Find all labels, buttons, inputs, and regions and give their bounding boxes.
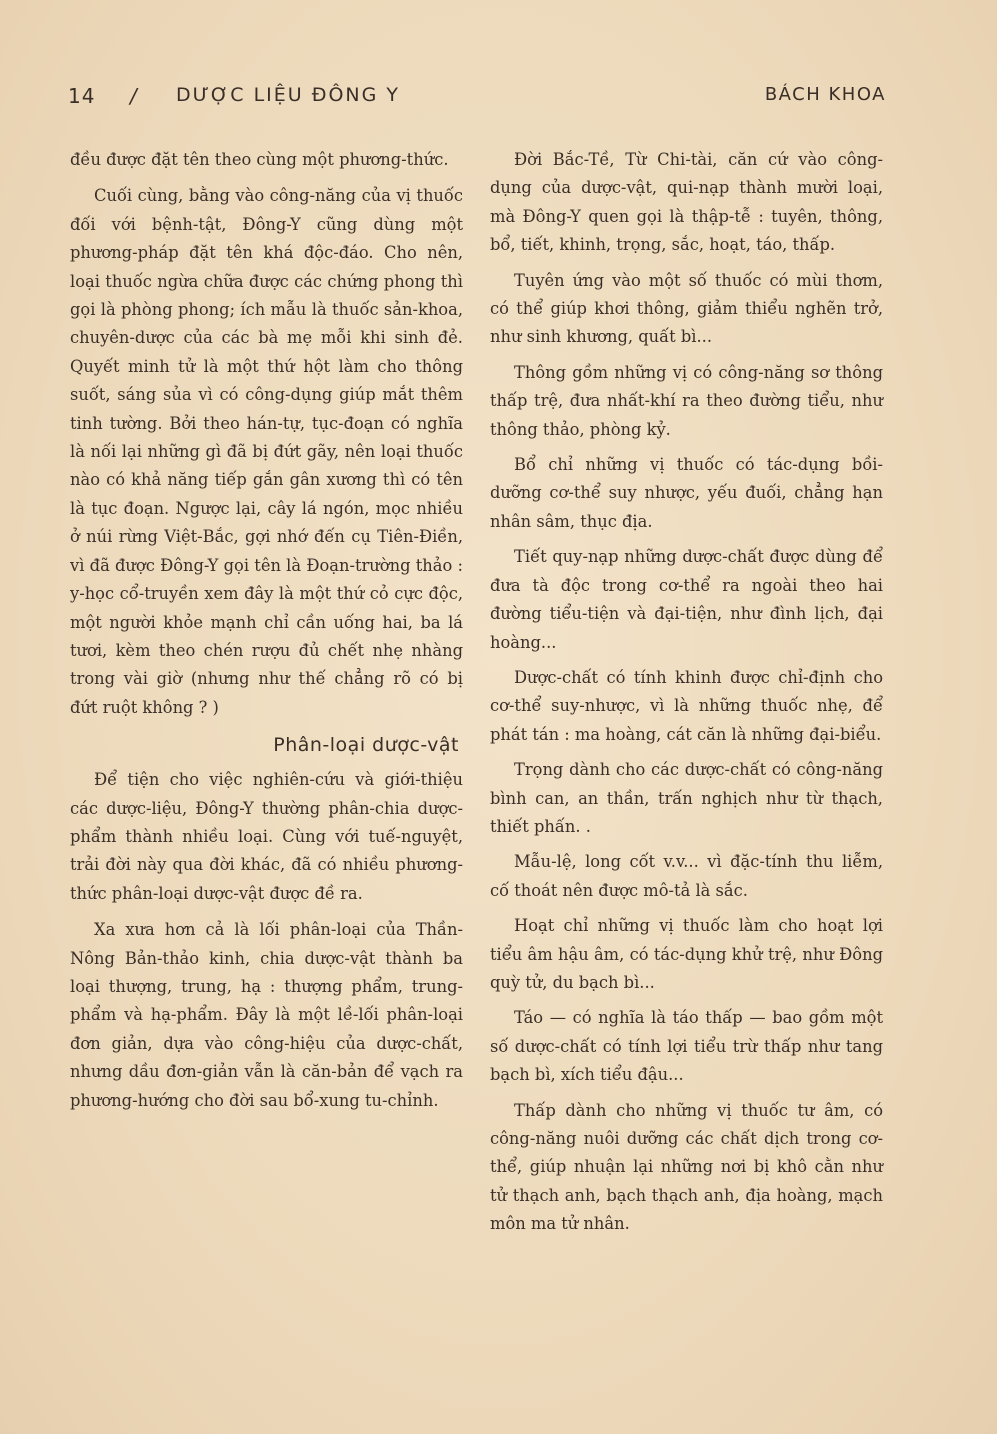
paragraph: Hoạt chỉ những vị thuốc làm cho hoạt lợi tiểu âm hậu âm, có tác-dụng khử trệ, như Đông quỳ tử, du bạch bì...: [490, 916, 883, 992]
paragraph: Xa xưa hơn cả là lối phân-loại của Thần-Nông Bản-thảo kinh, chia dược-vật thành ba loại thượng, trung, hạ : thượng phẩm, trung-phẩm và hạ-phẩm. Đây là một lề-lối phân-loại đơn giản, dựa vào công-hiệu của dược-chất, nhưng dầu đơn-giản vẫn là căn-bản để vạch ra phương-hướng cho đời sau bổ-xung tu-chỉnh.: [70, 920, 463, 1110]
paragraph: Cuối cùng, bằng vào công-năng của vị thuốc đối với bệnh-tật, Đông-Y cũng dùng một phương-pháp đặt tên khá độc-đáo. Cho nên, loại thuốc ngừa chữa được các chứng phong thì gọi là phòng phong; ích mẫu là thuốc sản-khoa, chuyên-dược của các bà mẹ mỗi khi sinh đẻ. Quyết minh tử là một thứ hột làm cho thông suốt, sáng sủa vì có công-dụng giúp mắt thêm tinh tường. Bởi theo hán-tự, tục-đoạn có nghĩa là nối lại những gì đã bị đứt gãy, nên loại thuốc nào có khả năng tiếp gắn gân xương thì có tên là tục đoạn. Ngược lại, cây lá ngón, mọc nhiều ở núi rừng Việt-Bắc, gợi nhớ đến cụ Tiên-Điền, vì đã được Đông-Y gọi tên là Đoạn-trường thảo : y-học cổ-truyền xem đây là một thứ cỏ cực độc, một người khỏe mạnh chỉ cần uống hai, ba lá tươi, kèm theo chén rượu đủ chết nhẹ nhàng trong vài giờ (nhưng như thế chẳng rõ có bị đứt ruột không ? ): [70, 186, 463, 717]
right-column: [490, 146, 883, 1239]
paragraph: Táo — có nghĩa là táo thấp — bao gồm một số dược-chất có tính lợi tiểu trừ thấp như tang bạch bì, xích tiểu đậu...: [490, 1008, 883, 1085]
journal-name: BÁCH KHOA: [764, 84, 886, 105]
paragraph: Trọng dành cho các dược-chất có công-năng bình can, an thần, trấn nghịch như từ thạch, thiết phấn. .: [490, 760, 883, 836]
header-separator: /: [130, 84, 137, 108]
paragraph: Dược-chất có tính khinh được chỉ-định cho cơ-thể suy-nhược, vì là những thuốc nhẹ, để phát tán : ma hoàng, cát căn là những đại-biểu.: [490, 667, 883, 744]
left-column: [70, 146, 463, 1115]
paragraph: Mẫu-lệ, long cốt v.v... vì đặc-tính thu liễm, cố thoát nên được mô-tả là sắc.: [490, 852, 883, 900]
paragraph: Đời Bắc-Tề, Từ Chi-tài, căn cứ vào công-dụng của dược-vật, qui-nạp thành mười loại, mà Đông-Y quen gọi là thập-tễ : tuyên, thông, bổ, tiết, khinh, trọng, sắc, hoạt, táo, thấp.: [490, 150, 883, 255]
paragraph: Thông gồm những vị có công-năng sơ thông thấp trệ, đưa nhất-khí ra theo đường tiểu, như thông thảo, phòng kỷ.: [490, 362, 883, 439]
paragraph: Bổ chỉ những vị thuốc có tác-dụng bồi-dưỡng cơ-thể suy nhược, yếu đuối, chẳng hạn nhân sâm, thục địa.: [490, 455, 883, 531]
paragraph: Thấp dành cho những vị thuốc tư âm, có công-năng nuôi dưỡng các chất dịch trong cơ-thể, giúp nhuận lại những nơi bị khô cằn như tử thạch anh, bạch thạch anh, địa hoàng, mạch môn ma tử nhân.: [490, 1100, 883, 1234]
paragraph: Tiết quy-nạp những dược-chất được dùng để đưa tà độc trong cơ-thể ra ngoài theo hai đường tiểu-tiện và đại-tiện, như đình lịch, đại hoàng...: [490, 547, 883, 652]
paragraph: đều được đặt tên theo cùng một phương-thức.: [70, 150, 449, 169]
paragraph: Để tiện cho việc nghiên-cứu và giới-thiệu các dược-liệu, Đông-Y thường phân-chia dược-phẩm thành nhiều loại. Cùng với tuế-nguyệt, trải đời này qua đời khác, đã có nhiều phương-thức phân-loại dược-vật được đề ra.: [70, 770, 463, 903]
page-number: 14: [68, 84, 96, 108]
page-header: [68, 84, 886, 114]
paragraph: Tuyên ứng vào một số thuốc có mùi thơm, có thể giúp khơi thông, giảm thiểu nghẽn trở, như sinh khương, quất bì...: [490, 270, 883, 347]
running-title: DƯỢC LIỆU ĐÔNG Y: [176, 84, 400, 106]
section-heading: Phân-loại dược-vật: [273, 734, 459, 757]
